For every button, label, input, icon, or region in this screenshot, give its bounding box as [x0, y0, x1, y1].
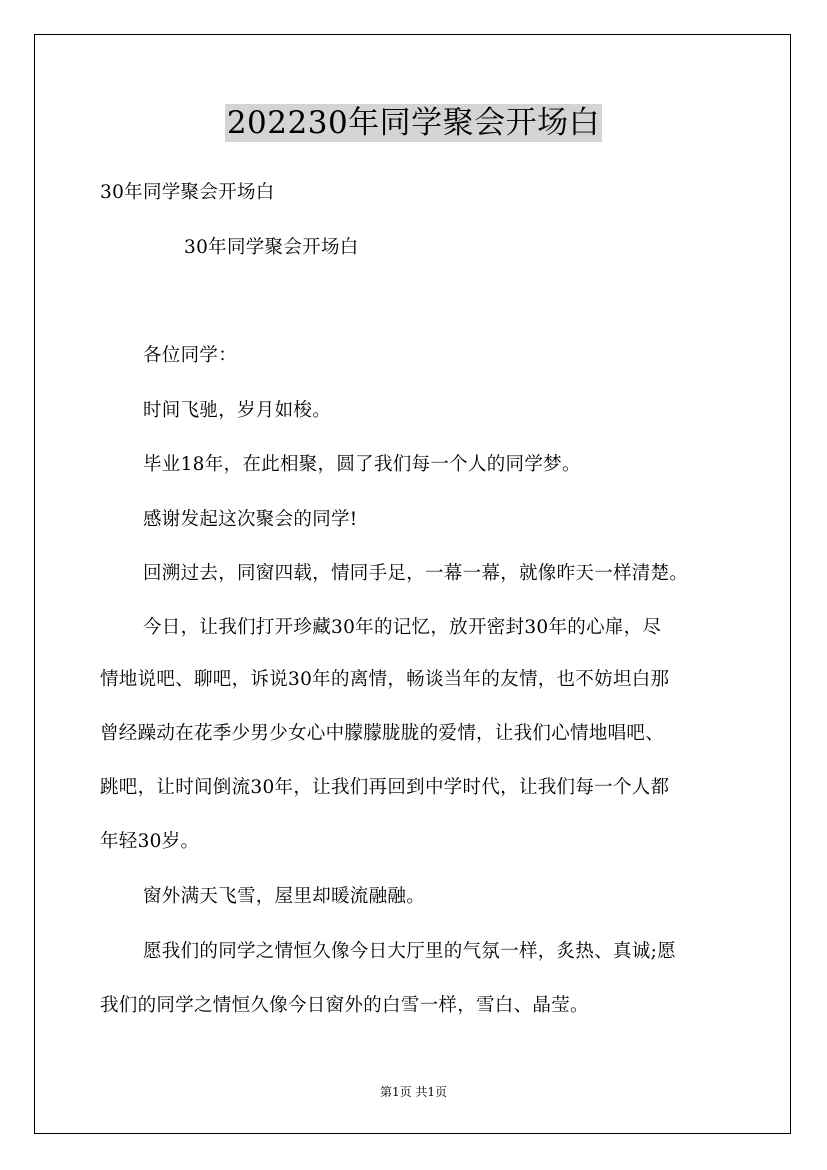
body-line-6: 感谢发起这次聚会的同学!	[143, 509, 358, 530]
body-line-4: 时间飞驰，岁月如梭。	[143, 400, 332, 421]
body-line-1: 30年同学聚会开场白	[100, 182, 275, 203]
page-footer: 第1页 共1页	[379, 1085, 448, 1099]
document-title: 202230年同学聚会开场白	[226, 105, 601, 141]
body-line-5: 毕业18年，在此相聚，圆了我们每一个人的同学梦。	[143, 454, 581, 475]
body-line-10: 曾经躁动在花季少男少女心中朦朦胧胧的爱情，让我们心情地唱吧、	[100, 723, 665, 744]
body-line-15: 我们的同学之情恒久像今日窗外的白雪一样，雪白、晶莹。	[100, 995, 589, 1016]
body-line-13: 窗外满天飞雪，屋里却暖流融融。	[143, 886, 426, 907]
body-line-2: 30年同学聚会开场白	[184, 237, 359, 258]
body-line-8: 今日，让我们打开珍藏30年的记忆，放开密封30年的心扉，尽	[143, 617, 662, 638]
body-line-14: 愿我们的同学之情恒久像今日大厅里的气氛一样，炙热、真诚;愿	[143, 941, 676, 962]
body-line-3: 各位同学：	[143, 345, 238, 366]
body-line-12: 年轻30岁。	[100, 831, 200, 852]
title-container	[0, 104, 827, 142]
body-line-9: 情地说吧、聊吧，诉说30年的离情，畅谈当年的友情，也不妨坦白那	[100, 669, 670, 690]
body-line-11: 跳吧，让时间倒流30年，让我们再回到中学时代，让我们每一个人都	[100, 777, 670, 798]
body-line-7: 回溯过去，同窗四载，情同手足，一幕一幕，就像昨天一样清楚。	[143, 563, 689, 584]
